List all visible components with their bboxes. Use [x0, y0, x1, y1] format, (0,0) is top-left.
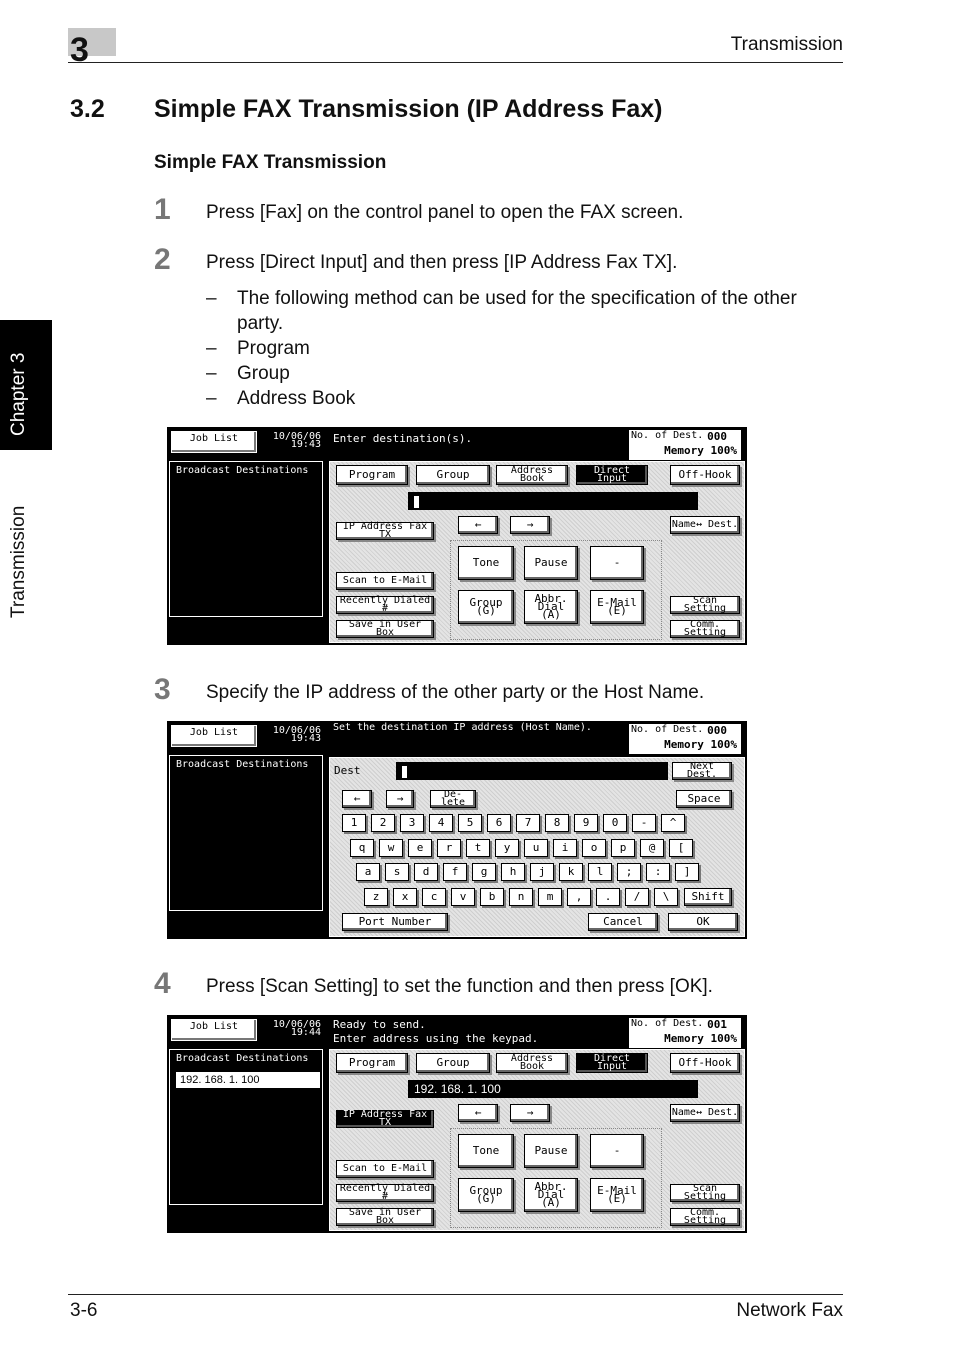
side-section-label: Transmission	[8, 505, 29, 618]
keyboard-key[interactable]: [	[669, 839, 693, 857]
broadcast-label: Broadcast Destinations	[176, 465, 309, 476]
keyboard-key[interactable]: a	[356, 863, 380, 881]
broadcast-entry[interactable]: 192. 168. 1. 100	[176, 1072, 320, 1088]
job-list-button[interactable]: Job List	[171, 1019, 257, 1041]
tab-address-book[interactable]: Address Book	[496, 1053, 568, 1073]
scan-setting-button[interactable]: Scan Setting	[670, 1184, 740, 1202]
fax-screen-direct-input	[167, 427, 747, 645]
abbr-dial-button[interactable]: Abbr. Dial (A)	[524, 590, 578, 624]
cancel-button[interactable]: Cancel	[588, 913, 658, 931]
destination-input[interactable]	[408, 492, 698, 510]
bullet-text: Address Book	[237, 388, 356, 409]
keyboard-key[interactable]: i	[553, 839, 577, 857]
shift-button[interactable]: Shift	[684, 888, 732, 906]
step-number: 2	[154, 243, 171, 276]
keyboard-key[interactable]: /	[625, 888, 649, 906]
off-hook-button[interactable]: Off-Hook	[670, 465, 740, 485]
keyboard-key[interactable]: g	[472, 863, 496, 881]
ok-button[interactable]: OK	[668, 913, 738, 931]
keyboard-key[interactable]: o	[582, 839, 606, 857]
dest-count-box: No. of Dest. 000 Memory 100%	[629, 724, 741, 754]
keyboard-key[interactable]: 6	[487, 814, 511, 832]
dest-count-box: No. of Dest. 001 Memory 100%	[629, 1018, 741, 1048]
pause-button[interactable]: Pause	[524, 546, 578, 580]
keyboard-key[interactable]: 1	[342, 814, 366, 832]
job-list-button[interactable]: Job List	[171, 431, 257, 453]
bullet-dash: –	[206, 338, 217, 359]
abbr-dial-button[interactable]: Abbr. Dial (A)	[524, 1178, 578, 1212]
keyboard-key[interactable]: ^	[661, 814, 685, 832]
main-panel	[329, 1049, 745, 1231]
chapter-number: 3	[70, 31, 89, 69]
keyboard-panel	[329, 757, 745, 937]
broadcast-label: Broadcast Destinations	[176, 759, 309, 770]
ip-address-input[interactable]	[396, 762, 668, 780]
arrow-left-button[interactable]: ←	[458, 516, 498, 534]
arrow-right-button[interactable]: →	[386, 790, 414, 808]
keyboard-key[interactable]: v	[451, 888, 475, 906]
keyboard-key[interactable]: -	[632, 814, 656, 832]
keyboard-key[interactable]: @	[640, 839, 664, 857]
keyboard-key[interactable]: ]	[675, 863, 699, 881]
tab-group[interactable]: Group	[416, 465, 490, 485]
destination-input[interactable]: 192. 168. 1. 100	[408, 1080, 698, 1098]
tab-program[interactable]: Program	[336, 1053, 408, 1073]
name-dest-button[interactable]: Name↔ Dest.	[670, 516, 740, 534]
arrow-left-button[interactable]: ←	[342, 790, 372, 808]
section-number: 3.2	[70, 95, 105, 123]
group-g-button[interactable]: Group (G)	[458, 1178, 514, 1212]
keyboard-key[interactable]: h	[501, 863, 525, 881]
status-message: Enter destination(s).	[333, 432, 473, 445]
main-panel	[329, 461, 745, 643]
keyboard-key[interactable]: y	[495, 839, 519, 857]
keyboard-key[interactable]: b	[480, 888, 504, 906]
step-text: Press [Direct Input] and then press [IP Address Fax TX].	[206, 252, 678, 273]
book-title: Network Fax	[736, 1300, 843, 1321]
recently-dialed-button[interactable]: Recently Dialed #	[336, 596, 434, 614]
bullet-text: Program	[237, 338, 310, 359]
datetime: 10/06/06 19:44	[272, 1019, 321, 1038]
step-text: Specify the IP address of the other party or the Host Name.	[206, 682, 705, 703]
keyboard-key[interactable]: u	[524, 839, 548, 857]
keyboard-key[interactable]: n	[509, 888, 533, 906]
tab-program[interactable]: Program	[336, 465, 408, 485]
keyboard-key[interactable]: 4	[429, 814, 453, 832]
keyboard-key[interactable]: c	[422, 888, 446, 906]
left-panel	[167, 721, 327, 939]
keyboard-key[interactable]: :	[646, 863, 670, 881]
keyboard-key[interactable]: 5	[458, 814, 482, 832]
keyboard-key[interactable]: 3	[400, 814, 424, 832]
side-chapter-label: Chapter 3	[8, 352, 29, 436]
keyboard-key[interactable]: w	[379, 839, 403, 857]
keyboard-key[interactable]: l	[588, 863, 612, 881]
ip-address-fax-button[interactable]: IP Address Fax TX	[336, 522, 434, 540]
footer-rule	[68, 1294, 843, 1295]
fax-screen-ready	[167, 1015, 747, 1233]
page-number: 3-6	[70, 1300, 98, 1321]
tone-button[interactable]: Tone	[458, 1134, 514, 1168]
broadcast-label: Broadcast Destinations	[176, 1053, 309, 1064]
keyboard-key[interactable]: 2	[371, 814, 395, 832]
space-button[interactable]: Space	[676, 790, 732, 808]
step-number: 1	[154, 193, 171, 226]
keyboard-key[interactable]: k	[559, 863, 583, 881]
bullet-dash: –	[206, 288, 217, 309]
keyboard-key[interactable]: 7	[516, 814, 540, 832]
tab-direct-input[interactable]: Direct Input	[576, 465, 648, 485]
save-in-user-box-button[interactable]: Save in User Box	[336, 620, 434, 638]
keyboard-key[interactable]: 0	[603, 814, 627, 832]
keyboard-key[interactable]: x	[393, 888, 417, 906]
comm-setting-button[interactable]: Comm. Setting	[670, 1208, 740, 1226]
datetime: 10/06/06 19:43	[272, 725, 321, 744]
left-panel	[167, 1015, 327, 1233]
keyboard-key[interactable]: p	[611, 839, 635, 857]
keyboard-key[interactable]: 8	[545, 814, 569, 832]
tone-button[interactable]: Tone	[458, 546, 514, 580]
step-number: 4	[154, 967, 171, 1000]
step-text: Press [Fax] on the control panel to open the FAX screen.	[206, 202, 684, 223]
step-number: 3	[154, 673, 171, 706]
step-text: Press [Scan Setting] to set the function and then press [OK].	[206, 976, 713, 997]
tab-group[interactable]: Group	[416, 1053, 490, 1073]
tab-address-book[interactable]: Address Book	[496, 465, 568, 485]
name-dest-button[interactable]: Name↔ Dest.	[670, 1104, 740, 1122]
status-message: Ready to send. Enter address using the keypad.	[333, 1018, 539, 1045]
dest-label: Dest	[334, 764, 361, 777]
keyboard-key[interactable]: e	[408, 839, 432, 857]
pause-button[interactable]: Pause	[524, 1134, 578, 1168]
arrow-left-button[interactable]: ←	[458, 1104, 498, 1122]
fax-screen-ip-entry	[167, 721, 747, 939]
subsection-title: Simple FAX Transmission	[154, 152, 387, 173]
header-rule	[68, 62, 843, 63]
keyboard-key[interactable]: 9	[574, 814, 598, 832]
keyboard-key[interactable]: \	[654, 888, 678, 906]
bullet-text: The following method can be used for the specification of the other party.	[237, 288, 797, 334]
bullet-dash: –	[206, 363, 217, 384]
keyboard-key[interactable]: s	[385, 863, 409, 881]
email-e-button[interactable]: E-Mail (E)	[590, 590, 644, 624]
keyboard-key[interactable]: f	[443, 863, 467, 881]
group-g-button[interactable]: Group (G)	[458, 590, 514, 624]
arrow-right-button[interactable]: →	[510, 516, 550, 534]
scan-to-email-button[interactable]: Scan to E-Mail	[336, 1160, 434, 1178]
keyboard-key[interactable]: t	[466, 839, 490, 857]
keyboard-key[interactable]: q	[350, 839, 374, 857]
keyboard-key[interactable]: ;	[617, 863, 641, 881]
dest-count-box: No. of Dest. 000 Memory 100%	[629, 430, 741, 460]
keyboard-key[interactable]: z	[364, 888, 388, 906]
next-dest-button[interactable]: Next Dest.	[672, 762, 732, 780]
datetime: 10/06/06 19:43	[272, 431, 321, 450]
port-number-button[interactable]: Port Number	[342, 913, 448, 931]
broadcast-list	[169, 755, 323, 911]
broadcast-list	[169, 461, 323, 617]
bullet-dash: –	[206, 388, 217, 409]
bullet-text: Group	[237, 363, 290, 384]
save-in-user-box-button[interactable]: Save in User Box	[336, 1208, 434, 1226]
scan-to-email-button[interactable]: Scan to E-Mail	[336, 572, 434, 590]
arrow-right-button[interactable]: →	[510, 1104, 550, 1122]
email-e-button[interactable]: E-Mail (E)	[590, 1178, 644, 1212]
keyboard-key[interactable]: m	[538, 888, 562, 906]
keyboard-key[interactable]: .	[596, 888, 620, 906]
keyboard-key[interactable]: r	[437, 839, 461, 857]
dash-button[interactable]: -	[590, 546, 644, 580]
broadcast-list	[169, 1049, 323, 1205]
running-title: Transmission	[730, 34, 843, 55]
ip-address-fax-button[interactable]: IP Address Fax TX	[336, 1110, 434, 1128]
left-panel	[167, 427, 327, 645]
tab-direct-input[interactable]: Direct Input	[576, 1053, 648, 1073]
scan-setting-button[interactable]: Scan Setting	[670, 596, 740, 614]
keyboard-key[interactable]: d	[414, 863, 438, 881]
status-message: Set the destination IP address (Host Name).	[333, 722, 592, 733]
recently-dialed-button[interactable]: Recently Dialed #	[336, 1184, 434, 1202]
keyboard-key[interactable]: j	[530, 863, 554, 881]
dash-button[interactable]: -	[590, 1134, 644, 1168]
job-list-button[interactable]: Job List	[171, 725, 257, 747]
delete-button[interactable]: De- lete	[430, 790, 476, 808]
section-title: Simple FAX Transmission (IP Address Fax)	[154, 95, 663, 123]
off-hook-button[interactable]: Off-Hook	[670, 1053, 740, 1073]
keyboard-key[interactable]: ,	[567, 888, 591, 906]
comm-setting-button[interactable]: Comm. Setting	[670, 620, 740, 638]
